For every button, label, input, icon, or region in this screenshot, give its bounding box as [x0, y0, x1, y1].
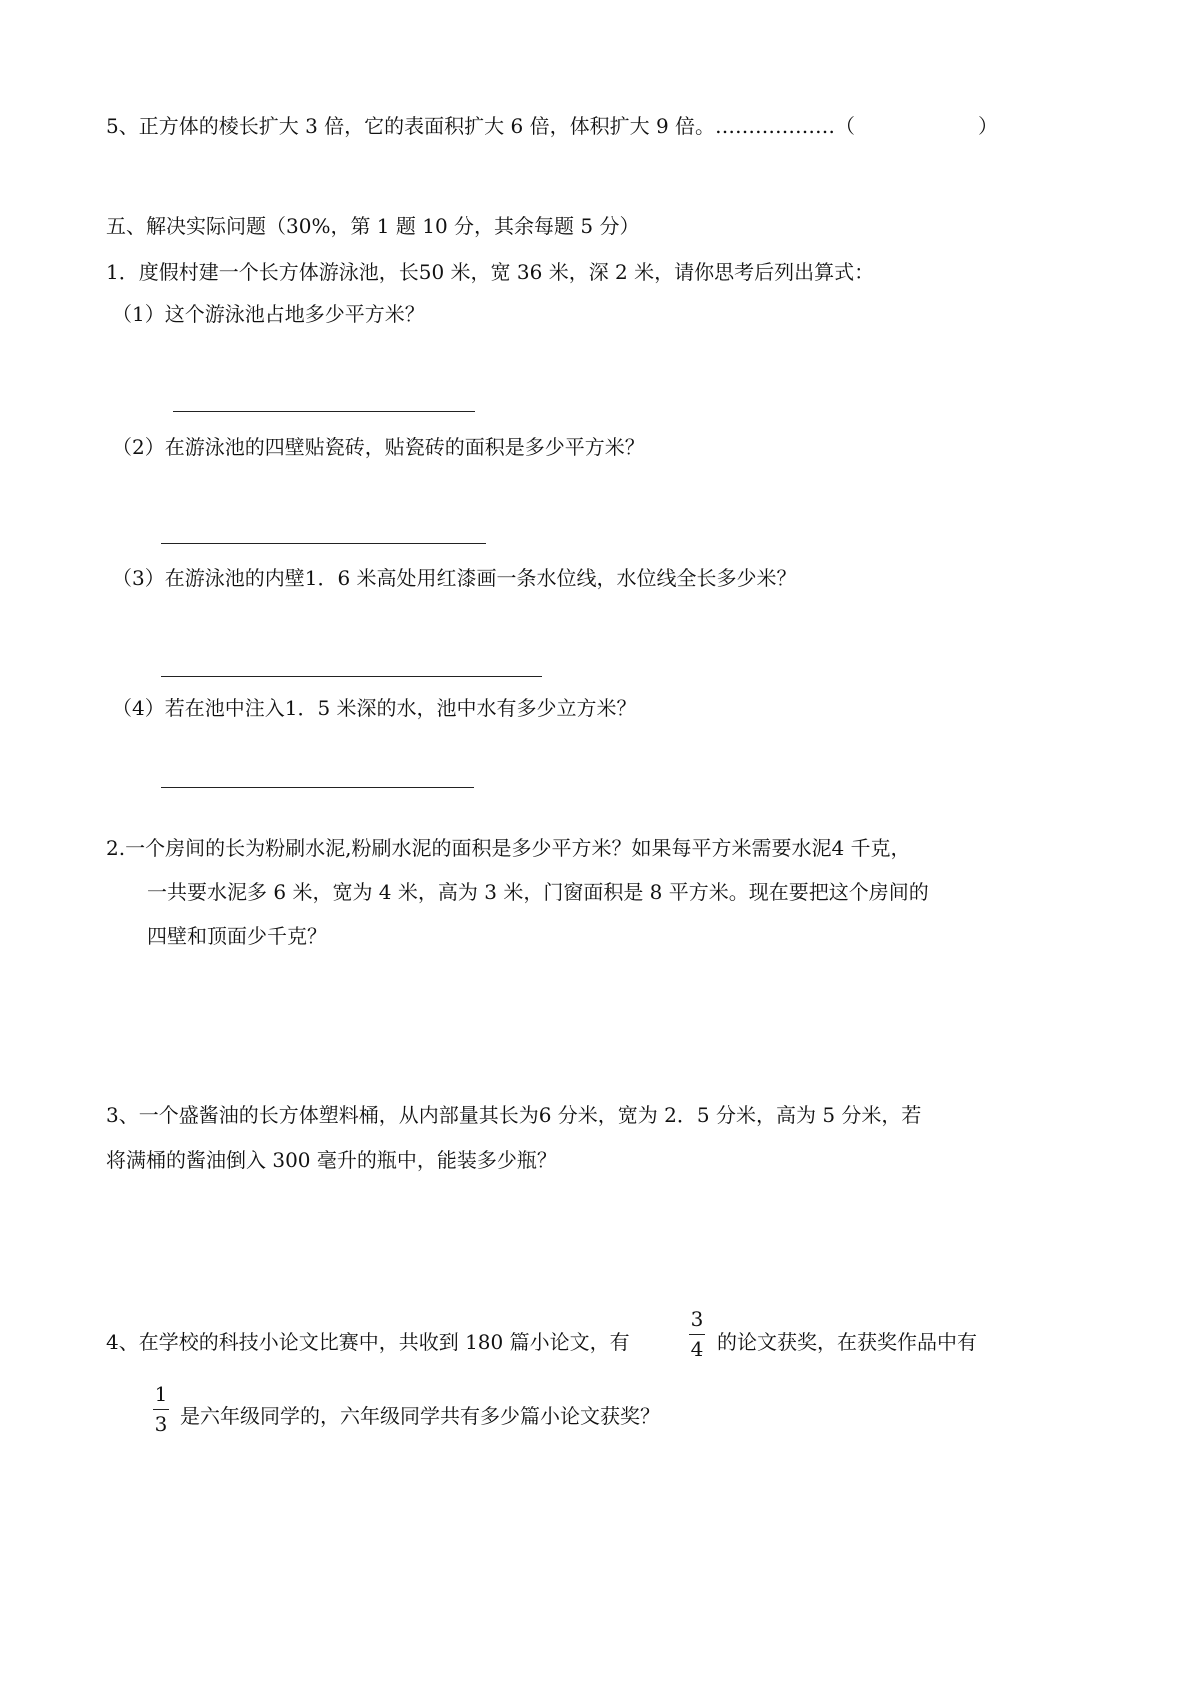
judge-question-5-text: 5、正方体的棱长扩大 3 倍，它的表面积扩大 6 倍，体积扩大 9 倍。………………（ — [106, 114, 856, 138]
question-4-line-1b: 的论文获奖，在获奖作品中有 — [717, 1330, 977, 1354]
question-1-sub-3: （3）在游泳池的内壁1．6 米高处用红漆画一条水位线，水位线全长多少米？ — [112, 566, 797, 590]
question-1-stem: 1．度假村建一个长方体游泳池，长50 米，宽 36 米，深 2 米，请你思考后列出算式： — [106, 260, 875, 284]
question-4-line-2: 是六年级同学的，六年级同学共有多少篇小论文获奖？ — [180, 1404, 660, 1428]
question-2-line-2: 一共要水泥多 6 米，宽为 4 米，高为 3 米，门窗面积是 8 平方米。现在要把这个房间的 — [147, 880, 929, 904]
question-1-sub-4: （4）若在池中注入1．5 米深的水，池中水有多少立方米？ — [112, 696, 637, 720]
judge-question-5 — [106, 112, 855, 140]
question-3-line-1: 3、一个盛酱油的长方体塑料桶，从内部量其长为6 分米，宽为 2．5 分米，高为 5 分米，若 — [106, 1103, 922, 1127]
fraction-three-quarters — [689, 1308, 705, 1360]
fraction-one-third — [153, 1383, 169, 1435]
fraction-2-bar — [153, 1409, 169, 1410]
question-2-line-3: 四壁和顶面少千克？ — [147, 924, 327, 948]
answer-line-3[interactable] — [161, 676, 542, 677]
fraction-2-denominator: 3 — [154, 1412, 168, 1436]
fraction-2-numerator: 1 — [154, 1382, 168, 1406]
question-4-line-1a: 4、在学校的科技小论文比赛中，共收到 180 篇小论文，有 — [106, 1330, 630, 1354]
section-heading: 五、解决实际问题（30%，第 1 题 10 分，其余每题 5 分） — [106, 214, 640, 238]
question-3-line-2: 将满桶的酱油倒入 300 毫升的瓶中，能装多少瓶？ — [106, 1148, 557, 1172]
question-2-line-1: 2.一个房间的长为粉刷水泥,粉刷水泥的面积是多少平方米？如果每平方米需要水泥4 千克， — [106, 836, 911, 860]
answer-paren-close: ） — [978, 114, 998, 138]
fraction-1-bar — [689, 1334, 705, 1335]
answer-line-4[interactable] — [161, 787, 474, 788]
question-1-sub-2: （2）在游泳池的四壁贴瓷砖，贴瓷砖的面积是多少平方米？ — [112, 435, 645, 459]
fraction-1-denominator: 4 — [690, 1337, 704, 1361]
fraction-1-numerator: 3 — [690, 1307, 704, 1331]
question-1-sub-1: （1）这个游泳池占地多少平方米？ — [112, 302, 425, 326]
answer-line-2[interactable] — [161, 543, 486, 544]
answer-line-1[interactable] — [173, 411, 475, 412]
